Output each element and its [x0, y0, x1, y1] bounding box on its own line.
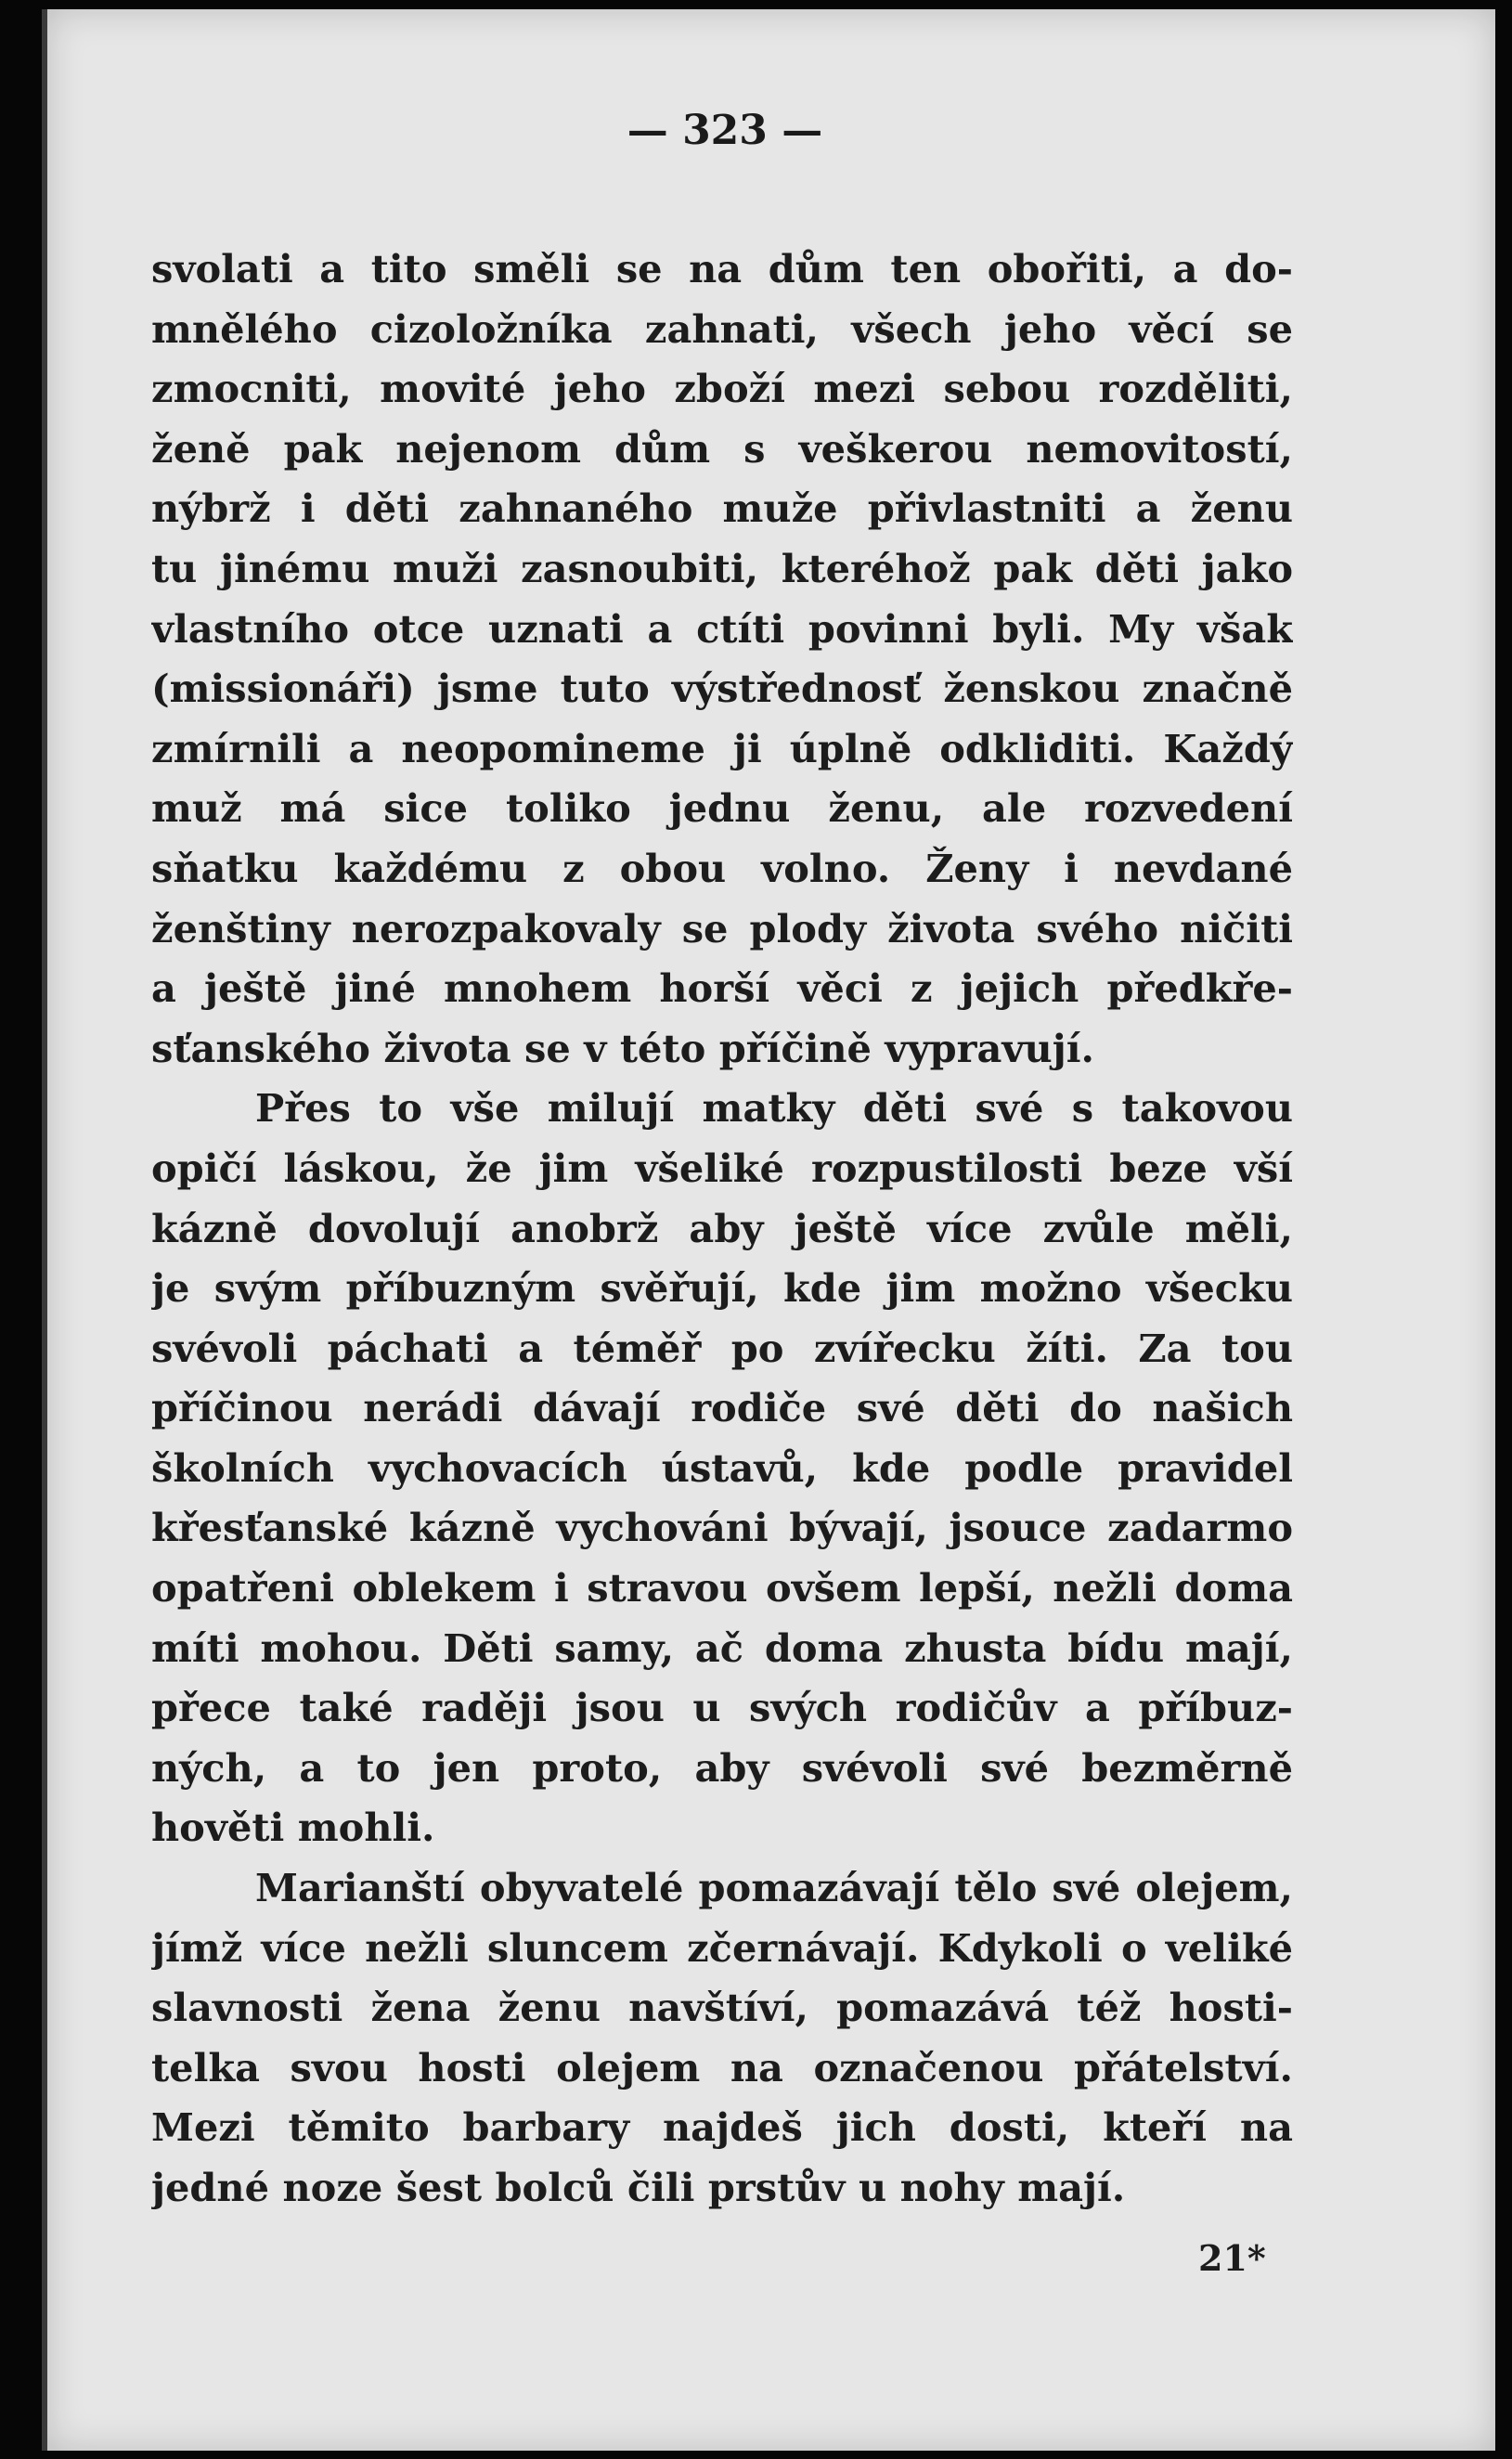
text-line: muž má sice toliko jednu ženu, ale rozvedení	[151, 785, 1293, 832]
text-line: zmocniti, movité jeho zboží mezi sebou rozděliti,	[151, 366, 1293, 412]
text-line: svolati a tito směli se na dům ten obořiti, a do-	[151, 246, 1293, 291]
text-line: Marianští obyvatelé pomazávají tělo své olejem,	[255, 1865, 1293, 1911]
text-line: kázně dovolují anobrž aby ještě více zvůle měli,	[151, 1205, 1293, 1251]
text-line: slavnosti žena ženu navštíví, pomazává též hosti-	[151, 1985, 1293, 2031]
text-line: ženě pak nejenom dům s veškerou nemovitostí,	[151, 425, 1293, 472]
text-line: je svým příbuzným svěřují, kde jim možno všecku	[151, 1265, 1293, 1312]
text-line: mnělého cizoložníka zahnati, všech jeho věcí se	[151, 305, 1293, 352]
text-line: opatřeni oblekem i stravou ovšem lepší, nežli doma	[151, 1565, 1293, 1611]
text-line: ných, a to jen proto, aby svévoli své bezměrně	[151, 1744, 1293, 1791]
text-line: sňatku každému z obou volno. Ženy i nevdané	[151, 845, 1293, 891]
text-line: vlastního otce uznati a ctíti povinni byli. My však	[151, 605, 1293, 652]
text-line: sťanského života se v této příčině vypravují.	[151, 1025, 1094, 1071]
text-line: telka svou hosti olejem na označenou přátelství.	[151, 2044, 1293, 2090]
text-line: hověti mohli.	[151, 1805, 435, 1851]
text-line: nýbrž i děti zahnaného muže přivlastniti a ženu	[151, 485, 1293, 532]
text-line: křesťanské kázně vychováni bývají, jsouce zadarmo	[151, 1505, 1293, 1551]
text-line: svévoli páchati a téměř po zvířecku žíti. Za tou	[151, 1325, 1293, 1371]
text-line: Mezi těmito barbary najdeš jich dosti, kteří na	[151, 2104, 1293, 2151]
text-line: opičí láskou, že jim všeliké rozpustilosti beze vší	[151, 1145, 1293, 1191]
body-text	[151, 239, 1293, 2219]
page-number: — 323 —	[627, 107, 823, 154]
text-line: zmírnili a neopomineme ji úplně odkliditi. Každý	[151, 725, 1293, 771]
text-line: a ještě jiné mnohem horší věci z jejich předkře-	[151, 965, 1293, 1012]
text-line: tu jinému muži zasnoubiti, kteréhož pak děti jako	[151, 545, 1293, 591]
text-line: (missionáři) jsme tuto výstřednosť ženskou značně	[151, 666, 1293, 712]
text-line: jímž více nežli sluncem zčernávají. Kdykoli o veliké	[151, 1924, 1293, 1971]
text-line: míti mohou. Děti samy, ač doma zhusta bídu mají,	[151, 1624, 1293, 1671]
text-line: příčinou nerádi dávají rodiče své děti do našich	[151, 1385, 1293, 1431]
text-line: ženštiny nerozpakovaly se plody života svého ničiti	[151, 905, 1293, 951]
text-line: Přes to vše milují matky děti své s takovou	[255, 1085, 1293, 1132]
text-line: jedné noze šest bolců čili prstův u nohy mají.	[151, 2165, 1126, 2210]
text-line: přece také raději jsou u svých rodičův a příbuz-	[151, 1685, 1293, 1731]
signature-mark: 21*	[1198, 2237, 1266, 2279]
text-line: školních vychovacích ústavů, kde podle pravidel	[151, 1444, 1293, 1491]
book-page	[42, 9, 1495, 2451]
